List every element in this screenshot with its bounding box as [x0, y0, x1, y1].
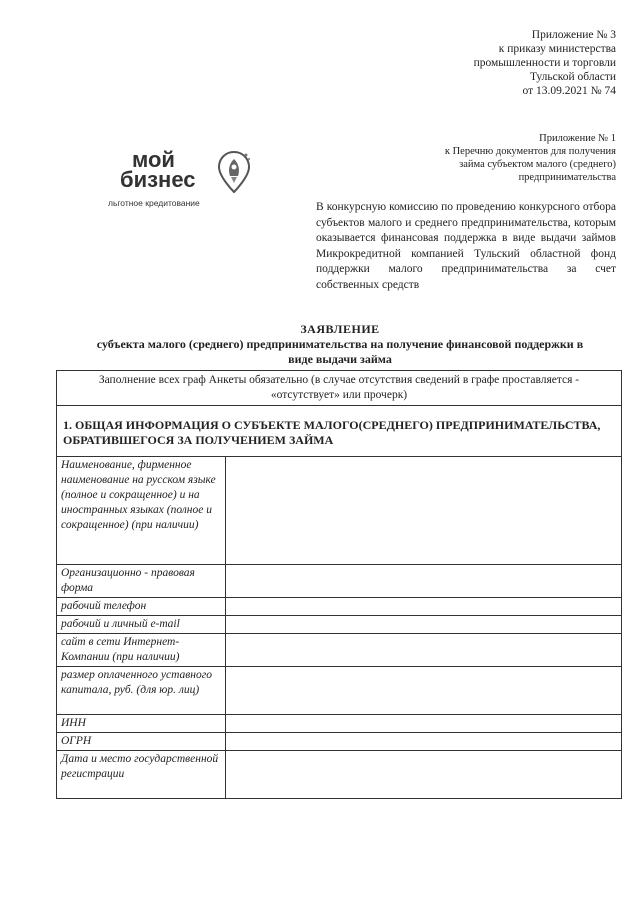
- field-value-capital[interactable]: [226, 667, 622, 715]
- document-subtitle-line1: субъекта малого (среднего) предпринимательства на получение финансовой поддержки в: [96, 337, 584, 351]
- table-row: [57, 751, 622, 799]
- table-row: [57, 667, 622, 715]
- field-label-legal-form: Организационно - правовая форма: [57, 565, 226, 598]
- appendix-1-line2: к Перечню документов для получения: [444, 146, 616, 157]
- appendix-1-line4: предпринимательства: [518, 172, 616, 183]
- document-title: ЗАЯВЛЕНИЕ: [300, 322, 380, 336]
- table-row: [57, 715, 622, 733]
- table-row: [57, 457, 622, 565]
- appendix-3-line3: промышленности и торговли: [473, 57, 616, 69]
- table-row: [57, 565, 622, 598]
- field-value-inn[interactable]: [226, 715, 622, 733]
- field-value-email[interactable]: [226, 616, 622, 634]
- field-label-email: рабочий и личный e-mail: [57, 616, 226, 634]
- moy-biznes-logo: [108, 147, 278, 220]
- table-row: [57, 634, 622, 667]
- logo-text-line1: мой: [132, 147, 175, 172]
- addressee-text: В конкурсную комиссию по проведению конкурсного отбора субъектов малого и среднего предпринимательства, которым оказывается финансовая поддержка в виде выдачи займов Микрокредитной компанией Тульский областной фонд поддержки малого предпринимательства за счет собственных средств: [316, 201, 616, 291]
- table-row: [57, 616, 622, 634]
- field-value-website[interactable]: [226, 634, 622, 667]
- appendix-1-line3: займа субъектом малого (среднего): [459, 159, 616, 170]
- field-label-name: Наименование, фирменное наименование на русском языке (полное и сокращенное) и на иностранных языках (полное и сокращенное) (при наличии): [57, 457, 226, 565]
- field-label-work-phone: рабочий телефон: [57, 598, 226, 616]
- field-value-name[interactable]: [226, 457, 622, 565]
- applicant-info-table: [56, 370, 622, 799]
- notice-row: [57, 371, 622, 406]
- appendix-1-header: [445, 132, 616, 184]
- appendix-3-line1: Приложение № 3: [531, 29, 616, 41]
- appendix-3-header: [474, 28, 616, 98]
- appendix-3-line4: Тульской области: [529, 71, 616, 83]
- fill-notice: Заполнение всех граф Анкеты обязательно (в случае отсутствия сведений в графе проставляется - «отсутствует» или прочерк): [57, 371, 622, 406]
- logo-subtitle: льготное кредитование: [108, 198, 200, 208]
- section-header-row: [57, 406, 622, 457]
- document-subtitle-line2: виде выдачи займа: [288, 352, 392, 366]
- field-value-registration[interactable]: [226, 751, 622, 799]
- field-label-ogrn: ОГРН: [57, 733, 226, 751]
- appendix-3-line2: к приказу министерства: [498, 43, 616, 55]
- field-label-capital: размер оплаченного уставного капитала, руб. (для юр. лиц): [57, 667, 226, 715]
- field-label-inn: ИНН: [57, 715, 226, 733]
- field-value-legal-form[interactable]: [226, 565, 622, 598]
- table-row: [57, 598, 622, 616]
- map-pin-icon: [216, 150, 252, 194]
- section-1-title: 1. ОБЩАЯ ИНФОРМАЦИЯ О СУБЪЕКТЕ МАЛОГО(СРЕДНЕГО) ПРЕДПРИНИМАТЕЛЬСТВА, ОБРАТИВШЕГОСЯ ЗА ПОЛУЧЕНИЕМ ЗАЙМА: [57, 406, 622, 457]
- field-label-registration: Дата и место государственной регистрации: [57, 751, 226, 799]
- appendix-1-line1: Приложение № 1: [539, 133, 616, 144]
- document-subtitle: [60, 337, 620, 367]
- table-row: [57, 733, 622, 751]
- field-label-website: сайт в сети Интернет-Компании (при наличии): [57, 634, 226, 667]
- field-value-work-phone[interactable]: [226, 598, 622, 616]
- logo-text-line2: бизнес: [120, 167, 196, 192]
- appendix-3-line5: от 13.09.2021 № 74: [522, 85, 616, 97]
- field-value-ogrn[interactable]: [226, 733, 622, 751]
